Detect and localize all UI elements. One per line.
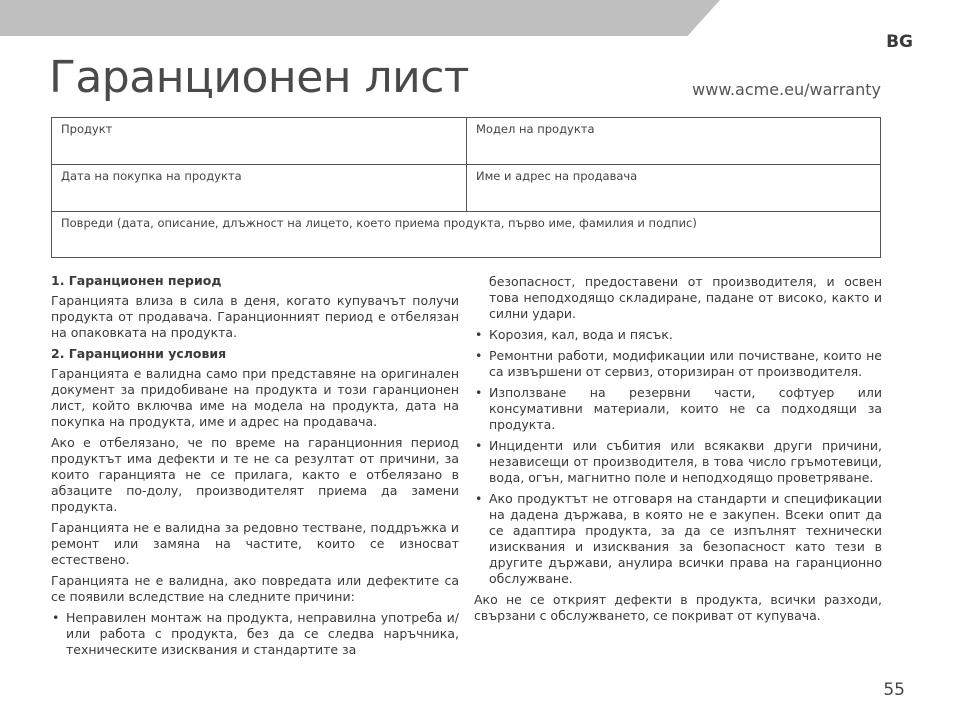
paragraph-final: Ако не се открият дефекти в продукта, всички разходи, свързани с обслужването, се покриват от купувача.: [474, 592, 882, 623]
bullet-icon: •: [475, 348, 483, 363]
paragraph: Гаранцията влиза в сила в деня, когато купувачът получи продукта от продавача. Гаранционният период е отбелязан на опаковката на продукта.: [51, 293, 459, 340]
list-item-text: Корозия, кал, вода и пясък.: [489, 327, 673, 342]
field-purchase-date-label: Дата на покупка на продукта: [61, 169, 242, 183]
section-heading-warranty-conditions: 2. Гаранционни условия: [51, 346, 227, 361]
list-item: [474, 385, 882, 433]
field-model[interactable]: [467, 118, 880, 165]
exclusions-list-continued: [474, 327, 882, 587]
bullet-icon: •: [475, 327, 483, 342]
list-item: [474, 491, 882, 587]
list-item: [474, 327, 882, 343]
list-item-text: Неправилен монтаж на продукта, неправилна употреба и/или работа с продукта, без да се следва наръчника, техническите изисквания и стандартите за: [66, 610, 459, 657]
paragraph: Ако е отбелязано, че по време на гаранционния период продуктът има дефекти и те не са резултат от причини, за които гаранцията не се прилага, както е отбелязано в абзаците по-долу, производителят приема да замени продукта.: [51, 435, 459, 514]
bullet-icon: •: [475, 491, 483, 506]
list-item-continuation: безопасност, предоставени от производителя, и освен това неподходящо складиране, падане от високо, както и силни удари.: [489, 274, 882, 321]
list-item-text: Използване на резервни части, софтуер или консумативни материали, които не са подходящи за продукта.: [489, 385, 882, 432]
right-column: [474, 274, 882, 629]
bullet-icon: •: [475, 438, 483, 453]
warranty-form-table: [51, 117, 881, 258]
warranty-url: www.acme.eu/warranty: [692, 80, 881, 99]
bullet-icon: •: [475, 385, 483, 400]
page-number: 55: [883, 680, 905, 700]
bullet-icon: •: [52, 610, 60, 625]
section-heading-warranty-period: 1. Гаранционен период: [51, 273, 222, 288]
list-item: [474, 348, 882, 380]
list-item-text: Ако продуктът не отговаря на стандарти и спецификации на дадена държава, в която не е закупен. Всеки опит да се адаптира продукта, за да се изпълнят технически изисквания и изисквания за безопасност като тези в другите държави, анулира всички права на гаранционно обслужване.: [489, 491, 882, 586]
field-product[interactable]: [52, 118, 467, 165]
page-title: Гаранционен лист: [49, 52, 470, 103]
exclusions-list: [51, 610, 459, 658]
field-model-label: Модел на продукта: [476, 122, 595, 136]
list-item: [474, 438, 882, 486]
paragraph: Гаранцията е валидна само при представяне на оригинален документ за придобиване на продукта и този гаранционен лист, който включва име на модела на продукта, дата на покупка на продукта, име и адрес на продавача.: [51, 366, 459, 429]
field-repairs[interactable]: [52, 212, 880, 257]
left-column: [51, 273, 459, 663]
header-band: [0, 0, 720, 36]
field-seller-label: Име и адрес на продавача: [476, 169, 638, 183]
field-seller[interactable]: [467, 165, 880, 212]
list-item: [51, 610, 459, 658]
language-code: BG: [886, 32, 913, 52]
list-item-text: Ремонтни работи, модификации или почистване, които не са извършени от сервиз, оторизиран от производителя.: [489, 348, 882, 379]
paragraph: Гаранцията не е валидна, ако повредата или дефектите са се появили вследствие на следните причини:: [51, 573, 459, 604]
field-product-label: Продукт: [61, 122, 113, 136]
field-purchase-date[interactable]: [52, 165, 467, 212]
field-repairs-label: Повреди (дата, описание, длъжност на лицето, което приема продукта, първо име, фамилия и подпис): [61, 216, 697, 230]
paragraph: Гаранцията не е валидна за редовно тестване, поддръжка и ремонт или замяна на частите, които се износват естествено.: [51, 520, 459, 567]
list-item-text: Инциденти или събития или всякакви други причини, независещи от производителя, в това число гръмотевици, вода, огън, магнитно поле и неподходящо проветряване.: [489, 438, 882, 485]
